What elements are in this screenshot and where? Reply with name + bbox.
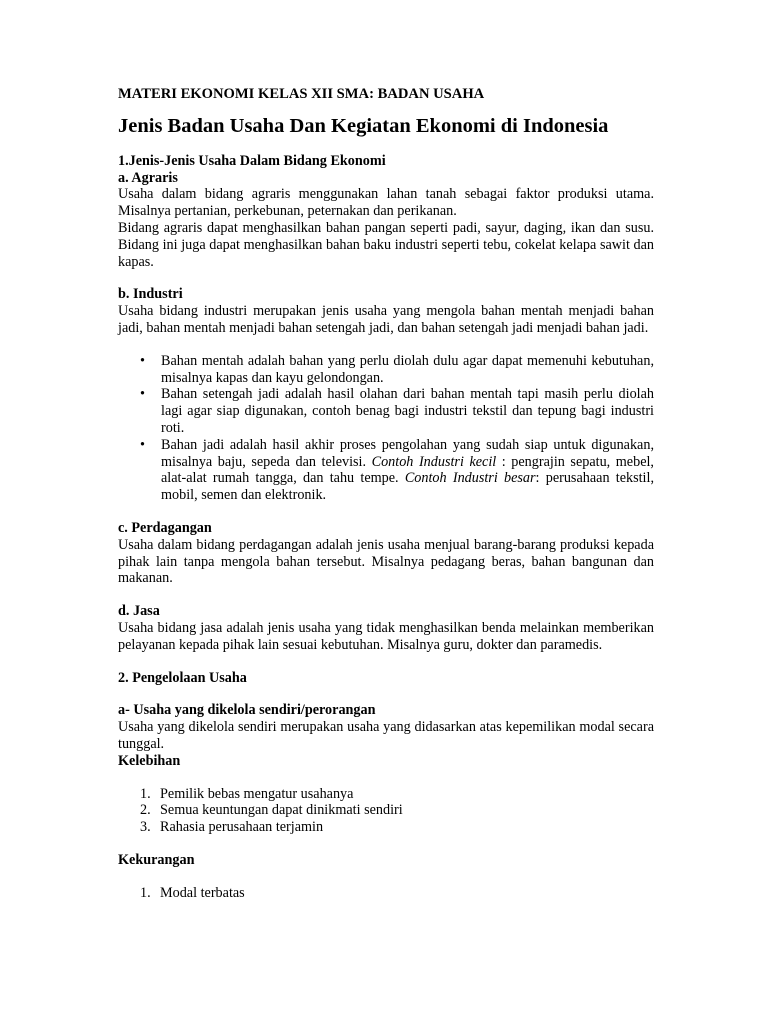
- item-number: 1.: [140, 785, 151, 802]
- list-item: • Bahan setengah jadi adalah hasil olahan dari bahan mentah tapi masih perlu diolah lagi agar siap digunakan, contoh benag bagi industri tekstil dan tepung bagi industri roti.: [161, 386, 654, 436]
- jasa-paragraph: Usaha bidang jasa adalah jenis usaha yang tidak menghasilkan benda melainkan memberikan pelayanan kepada pihak lain sesuai kebutuhan. Misalnya guru, dokter dan paramedis.: [118, 619, 654, 653]
- industri-besar-label: Contoh Industri besar: [404, 470, 536, 487]
- usaha-perorangan-heading: a- Usaha yang dikelola sendiri/perorangan: [118, 702, 376, 719]
- item-number: 1.: [140, 884, 151, 901]
- perdagangan-paragraph: Usaha dalam bidang perdagangan adalah jenis usaha menjual barang-barang produksi kepada pihak lain tanpa mengola bahan tersebut. Misalnya pedagang beras, bahan bangunan dan makanan.: [118, 536, 654, 587]
- industri-paragraph: Usaha bidang industri merupakan jenis usaha yang mengola bahan mentah menjadi bahan jadi, bahan mentah menjadi bahan setengah jadi, dan bahan setengah jadi menjadi bahan jadi.: [118, 303, 654, 336]
- section-2-heading: 2. Pengelolaan Usaha: [118, 669, 247, 686]
- industri-bullet-list: [118, 353, 654, 504]
- document-body: [118, 86, 654, 901]
- usaha-perorangan-paragraph: Usaha yang dikelola sendiri merupakan usaha yang didasarkan atas kepemilikan modal secara tunggal.: [118, 719, 654, 752]
- document-header: MATERI EKONOMI KELAS XII SMA: BADAN USAHA: [118, 86, 485, 102]
- industri-kecil-label: Contoh Industri kecil: [371, 453, 497, 470]
- bullet-text: Bahan jadi adalah hasil akhir proses pengolahan yang sudah siap untuk digunakan, misalnya baju, sepeda dan televisi.: [161, 436, 654, 470]
- item-number: 2.: [140, 802, 151, 819]
- bullet-text: : pengrajin sepatu, mebel, alat-alat rumah tangga, dan tahu tempe.: [161, 453, 654, 487]
- item-text: Rahasia perusahaan terjamin: [160, 819, 324, 836]
- kekurangan-list: [118, 885, 654, 902]
- list-item: [140, 885, 654, 902]
- list-item: [161, 437, 654, 504]
- list-item: [140, 819, 654, 836]
- item-text: Semua keuntungan dapat dinikmati sendiri: [160, 802, 403, 819]
- jasa-heading: d. Jasa: [118, 603, 160, 620]
- item-number: 3.: [140, 819, 151, 836]
- industri-heading: b. Industri: [118, 286, 183, 303]
- kelebihan-list: [118, 786, 654, 836]
- list-item: [140, 802, 654, 819]
- agraris-paragraph-1: Usaha dalam bidang agraris menggunakan lahan tanah sebagai faktor produksi utama. Misalnya pertanian, perkebunan, peternakan dan perikanan.: [118, 186, 654, 220]
- agraris-heading: a. Agraris: [118, 169, 178, 186]
- kelebihan-heading: Kelebihan: [118, 752, 181, 769]
- bullet-text: : perusahaan tekstil, mobil, semen dan elektronik.: [161, 470, 654, 504]
- agraris-paragraph-2: Bidang agraris dapat menghasilkan bahan pangan seperti padi, sayur, daging, ikan dan susu. Bidang ini juga dapat menghasilkan bahan baku industri seperti tebu, cokelat kelapa sawit dan kapas.: [118, 219, 654, 270]
- kekurangan-heading: Kekurangan: [118, 851, 195, 868]
- item-text: Modal terbatas: [160, 884, 245, 901]
- list-item: [140, 786, 654, 803]
- document-title: Jenis Badan Usaha Dan Kegiatan Ekonomi di Indonesia: [118, 114, 609, 137]
- list-item: • Bahan mentah adalah bahan yang perlu diolah dulu agar dapat memenuhi kebutuhan, misalnya kapas dan kayu gelondongan.: [161, 353, 654, 387]
- section-1-heading: 1.Jenis-Jenis Usaha Dalam Bidang Ekonomi: [118, 152, 386, 169]
- item-text: Pemilik bebas mengatur usahanya: [160, 785, 354, 802]
- perdagangan-heading: c. Perdagangan: [118, 519, 212, 536]
